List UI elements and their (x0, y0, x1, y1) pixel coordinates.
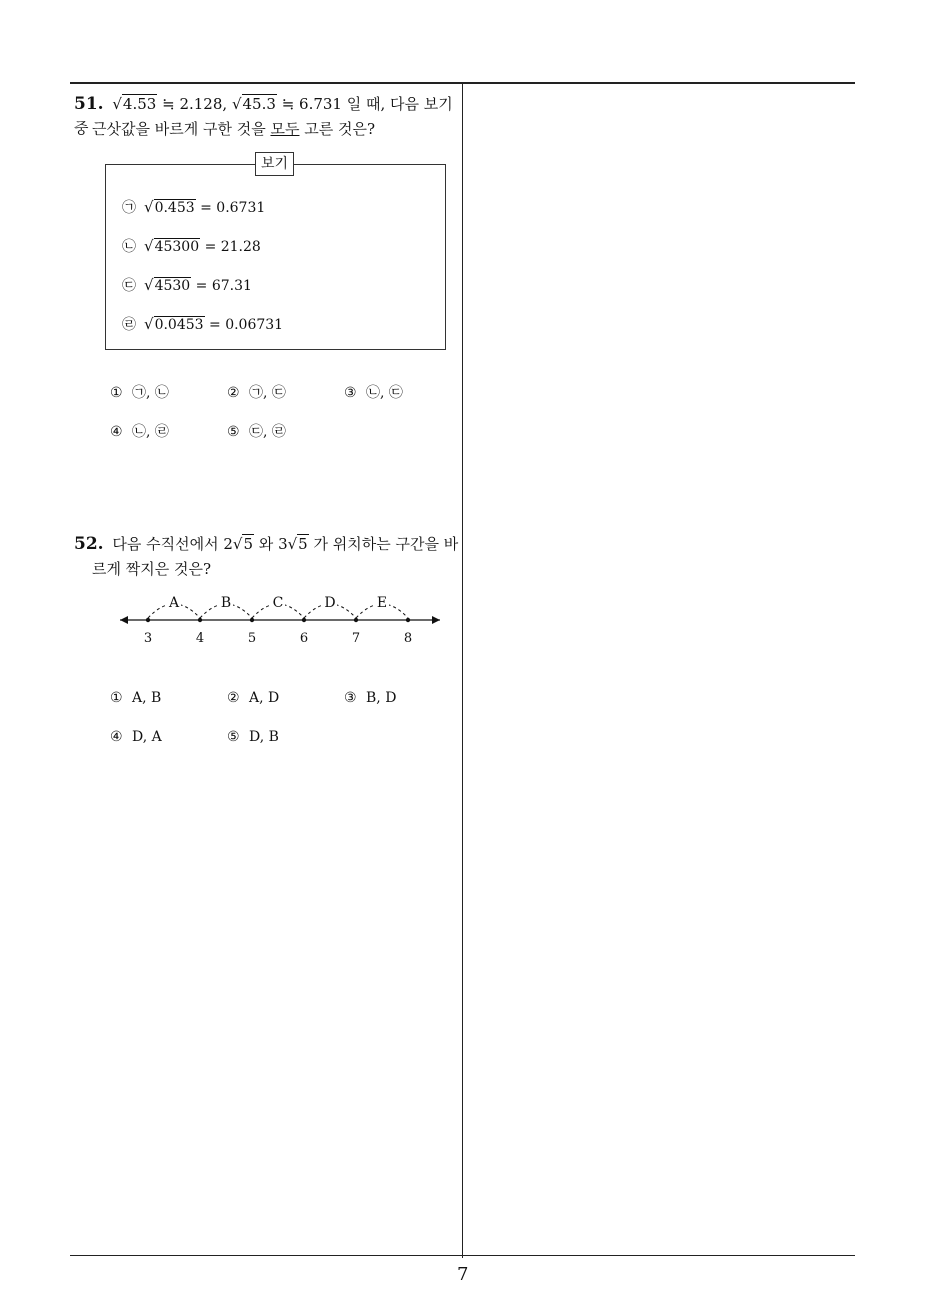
sqrt-expression: √45.3 (231, 95, 276, 113)
question-text: 르게 짝지은 것은? (92, 560, 212, 578)
question-text: 고른 것은? (304, 120, 376, 138)
question-text: 와 (258, 535, 274, 553)
interval-label: C (272, 595, 284, 611)
tick-point (198, 618, 202, 622)
right-arrow-icon (432, 616, 440, 624)
tick-label: 8 (403, 631, 413, 646)
column-divider (462, 83, 463, 1258)
radical-expression: 3√5 (278, 535, 308, 553)
example-box-title: 보기 (255, 152, 294, 176)
question-number: 52. (74, 534, 104, 554)
tick-label: 6 (299, 631, 309, 646)
approx-value: ≒ 2.128, (162, 95, 228, 113)
emphasis-text: 모두 (270, 120, 300, 138)
tick-label: 7 (351, 631, 361, 646)
question-52-stem (74, 532, 459, 556)
question-text: 가 위치하는 구간을 바 (313, 535, 459, 553)
example-item: ㉣ √0.0453 = 0.06731 (122, 315, 284, 333)
tick-label: 5 (247, 631, 257, 646)
answer-choice-4[interactable]: ④ D, A (110, 729, 162, 745)
interval-label: D (324, 595, 336, 611)
interval-label: B (220, 595, 232, 611)
tick-point (250, 618, 254, 622)
example-item: ㉢ √4530 = 67.31 (122, 276, 252, 294)
approx-value: ≒ 6.731 (281, 95, 342, 113)
radical-expression: 2√5 (223, 535, 253, 553)
answer-choice-2[interactable]: ② A, D (227, 690, 280, 706)
answer-choice-3[interactable]: ③ ㉡, ㉢ (344, 385, 403, 401)
interval-label: E (376, 595, 388, 611)
page-number: 7 (457, 1264, 469, 1285)
answer-choice-5[interactable]: ⑤ D, B (227, 729, 279, 745)
answer-choice-1[interactable]: ① ㉠, ㉡ (110, 385, 169, 401)
tick-point (302, 618, 306, 622)
question-text: 일 때, 다음 보기 중 (74, 95, 453, 137)
answer-choice-1[interactable]: ① A, B (110, 690, 162, 706)
answer-choice-2[interactable]: ② ㉠, ㉢ (227, 385, 286, 401)
question-text: 다음 수직선에서 (112, 535, 219, 553)
tick-point (354, 618, 358, 622)
tick-label: 3 (143, 631, 153, 646)
question-51-stem-line2 (92, 117, 462, 141)
interval-label: A (168, 595, 180, 611)
question-52-stem-line2 (92, 557, 462, 581)
left-arrow-icon (120, 616, 128, 624)
tick-point (146, 618, 150, 622)
number-line-diagram (110, 590, 450, 652)
answer-choice-4[interactable]: ④ ㉡, ㉣ (110, 424, 169, 440)
answer-choice-5[interactable]: ⑤ ㉢, ㉣ (227, 424, 286, 440)
example-item: ㉡ √45300 = 21.28 (122, 237, 261, 255)
answer-choice-3[interactable]: ③ B, D (344, 690, 397, 706)
question-text: 근삿값을 바르게 구한 것을 (92, 120, 266, 138)
question-number: 51. (74, 94, 104, 114)
example-item: ㉠ √0.453 = 0.6731 (122, 198, 266, 216)
bottom-rule (70, 1255, 855, 1256)
tick-point (406, 618, 410, 622)
sqrt-expression: √4.53 (112, 95, 157, 113)
tick-label: 4 (195, 631, 205, 646)
